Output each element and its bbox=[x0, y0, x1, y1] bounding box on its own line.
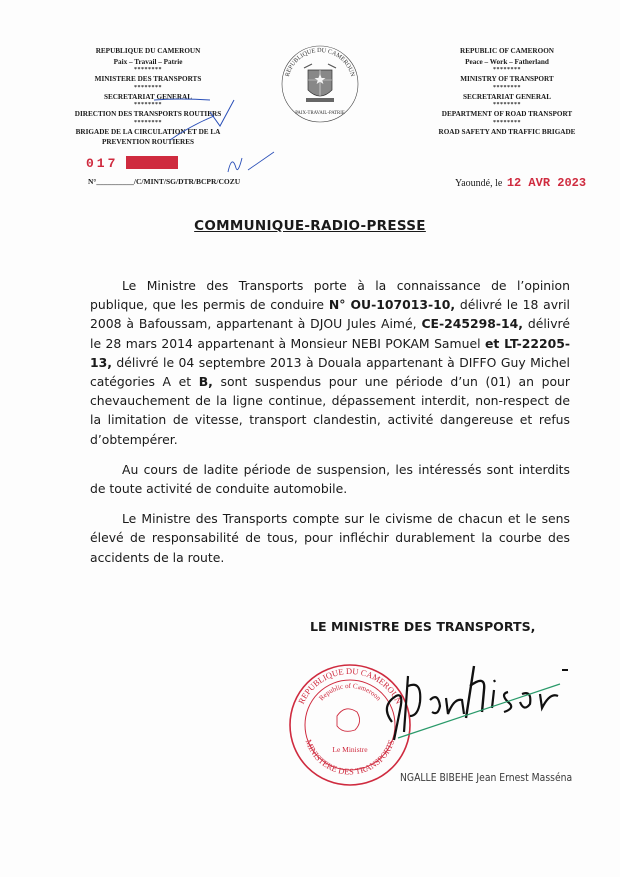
separator: ******** bbox=[134, 119, 162, 126]
redacted-bar bbox=[126, 156, 178, 169]
separator: ******** bbox=[493, 102, 521, 108]
reference-number-stamp bbox=[86, 156, 178, 171]
secretariat-en: SECRETARIAT GENERAL bbox=[462, 92, 552, 101]
minister-title: LE MINISTRE DES TRANSPORTS, bbox=[310, 619, 536, 634]
stamp-inner-text: Republic of Cameroon bbox=[317, 681, 383, 703]
separator: ******** bbox=[493, 67, 521, 73]
pen-tick-mark bbox=[150, 96, 240, 142]
stamp-bottom-text: MINISTERE DES TRANSPORTS bbox=[303, 738, 397, 777]
paragraph-1 bbox=[90, 276, 570, 449]
p1-text-1: Le Ministre des Transports porte à la connaissance de l’opinion publique, que les permis de conduire bbox=[90, 278, 570, 313]
license-number-2: CE-245298-14, bbox=[421, 316, 523, 332]
handwritten-signature bbox=[374, 646, 574, 742]
ministry-name-en: MINISTRY OF TRANSPORT bbox=[460, 75, 554, 83]
p1-text-5: sont suspendus pour une période d’un (01) an pour chevauchement de la ligne continue, dépassement interdit, non-respect de la limitation de vitesse, transport clandestin, activité dangereuse et refus d’obtempérer. bbox=[90, 374, 570, 447]
seal-top-text: REPUBLIQUE DU CAMEROUN bbox=[283, 46, 357, 78]
header-right bbox=[432, 46, 582, 137]
country-name-en: REPUBLIC OF CAMEROON bbox=[460, 47, 554, 55]
seal-bottom-text: PAIX-TRAVAIL-PATRIE bbox=[295, 111, 345, 116]
p1-text-3: délivré le 28 mars 2014 appartenant à Monsieur NEBI POKAM Samuel bbox=[90, 316, 571, 351]
brigade-en: ROAD SAFETY AND TRAFFIC BRIGADE bbox=[438, 127, 576, 136]
date-prefix: Yaoundé, le bbox=[455, 178, 503, 189]
reference-number: 017 bbox=[86, 156, 119, 171]
date-line bbox=[455, 176, 586, 190]
country-name-fr: REPUBLIQUE DU CAMEROUN bbox=[95, 47, 201, 55]
ministry-name-fr: MINISTERE DES TRANSPORTS bbox=[94, 75, 202, 83]
document-title: COMMUNIQUE-RADIO-PRESSE bbox=[194, 218, 426, 234]
pen-scribble-mark bbox=[222, 148, 282, 178]
reference-line: N°__________/C/MINT/SG/DTR/BCPR/COZU bbox=[88, 177, 241, 186]
direction-fr: DIRECTION DES TRANSPORTS ROUTIERS bbox=[74, 110, 222, 118]
p1-text-4: délivré le 04 septembre 2013 à Douala appartenant à DIFFO Guy Michel catégories A et bbox=[90, 354, 570, 390]
license-number-3: et LT-22205-13, bbox=[90, 335, 570, 370]
paragraph-2: Au cours de ladite période de suspension, les intéressés sont interdits de toute activité de conduite automobile. bbox=[90, 461, 570, 497]
signer-name: NGALLE BIBEHE Jean Ernest Masséna bbox=[400, 772, 573, 784]
p1-text-2: délivré le 18 avril 2008 à Bafoussam, appartenant à DJOU Jules Aimé, bbox=[90, 297, 571, 332]
stamp-outer-text: REPUBLIQUE DU CAMEROUN bbox=[296, 665, 404, 706]
paragraph-3: Le Ministre des Transports compte sur le civisme de chacun et le sens élevé de responsabilité de tous, pour infléchir durablement la courbe des accidents de la route. bbox=[90, 511, 570, 565]
svg-text:MINISTERE DES TRANSPORTS bbox=[304, 738, 397, 777]
license-number-1: N° OU-107013-10, bbox=[328, 297, 456, 313]
date-stamp: 12 AVR 2023 bbox=[506, 176, 587, 190]
separator: ******** bbox=[134, 102, 162, 108]
coat-of-arms-seal bbox=[278, 40, 362, 124]
separator: ******** bbox=[134, 84, 162, 91]
separator: ******** bbox=[134, 67, 162, 73]
motto-en: Peace – Work – Fatherland bbox=[465, 57, 549, 66]
category-b: B, bbox=[198, 374, 213, 390]
separator: ******** bbox=[493, 119, 521, 126]
separator: ******** bbox=[493, 84, 521, 91]
stamp-center-text: Le Ministre bbox=[332, 745, 368, 754]
secretariat-fr: SECRETARIAT GENERAL bbox=[103, 92, 193, 101]
motto-fr: Paix – Travail – Patrie bbox=[113, 57, 183, 66]
department-en: DEPARTMENT OF ROAD TRANSPORT bbox=[441, 110, 573, 118]
communique-body bbox=[90, 276, 570, 578]
brigade-fr: BRIGADE DE LA CIRCULATION ET DE LA PREVENTION ROUTIERES bbox=[75, 127, 221, 146]
